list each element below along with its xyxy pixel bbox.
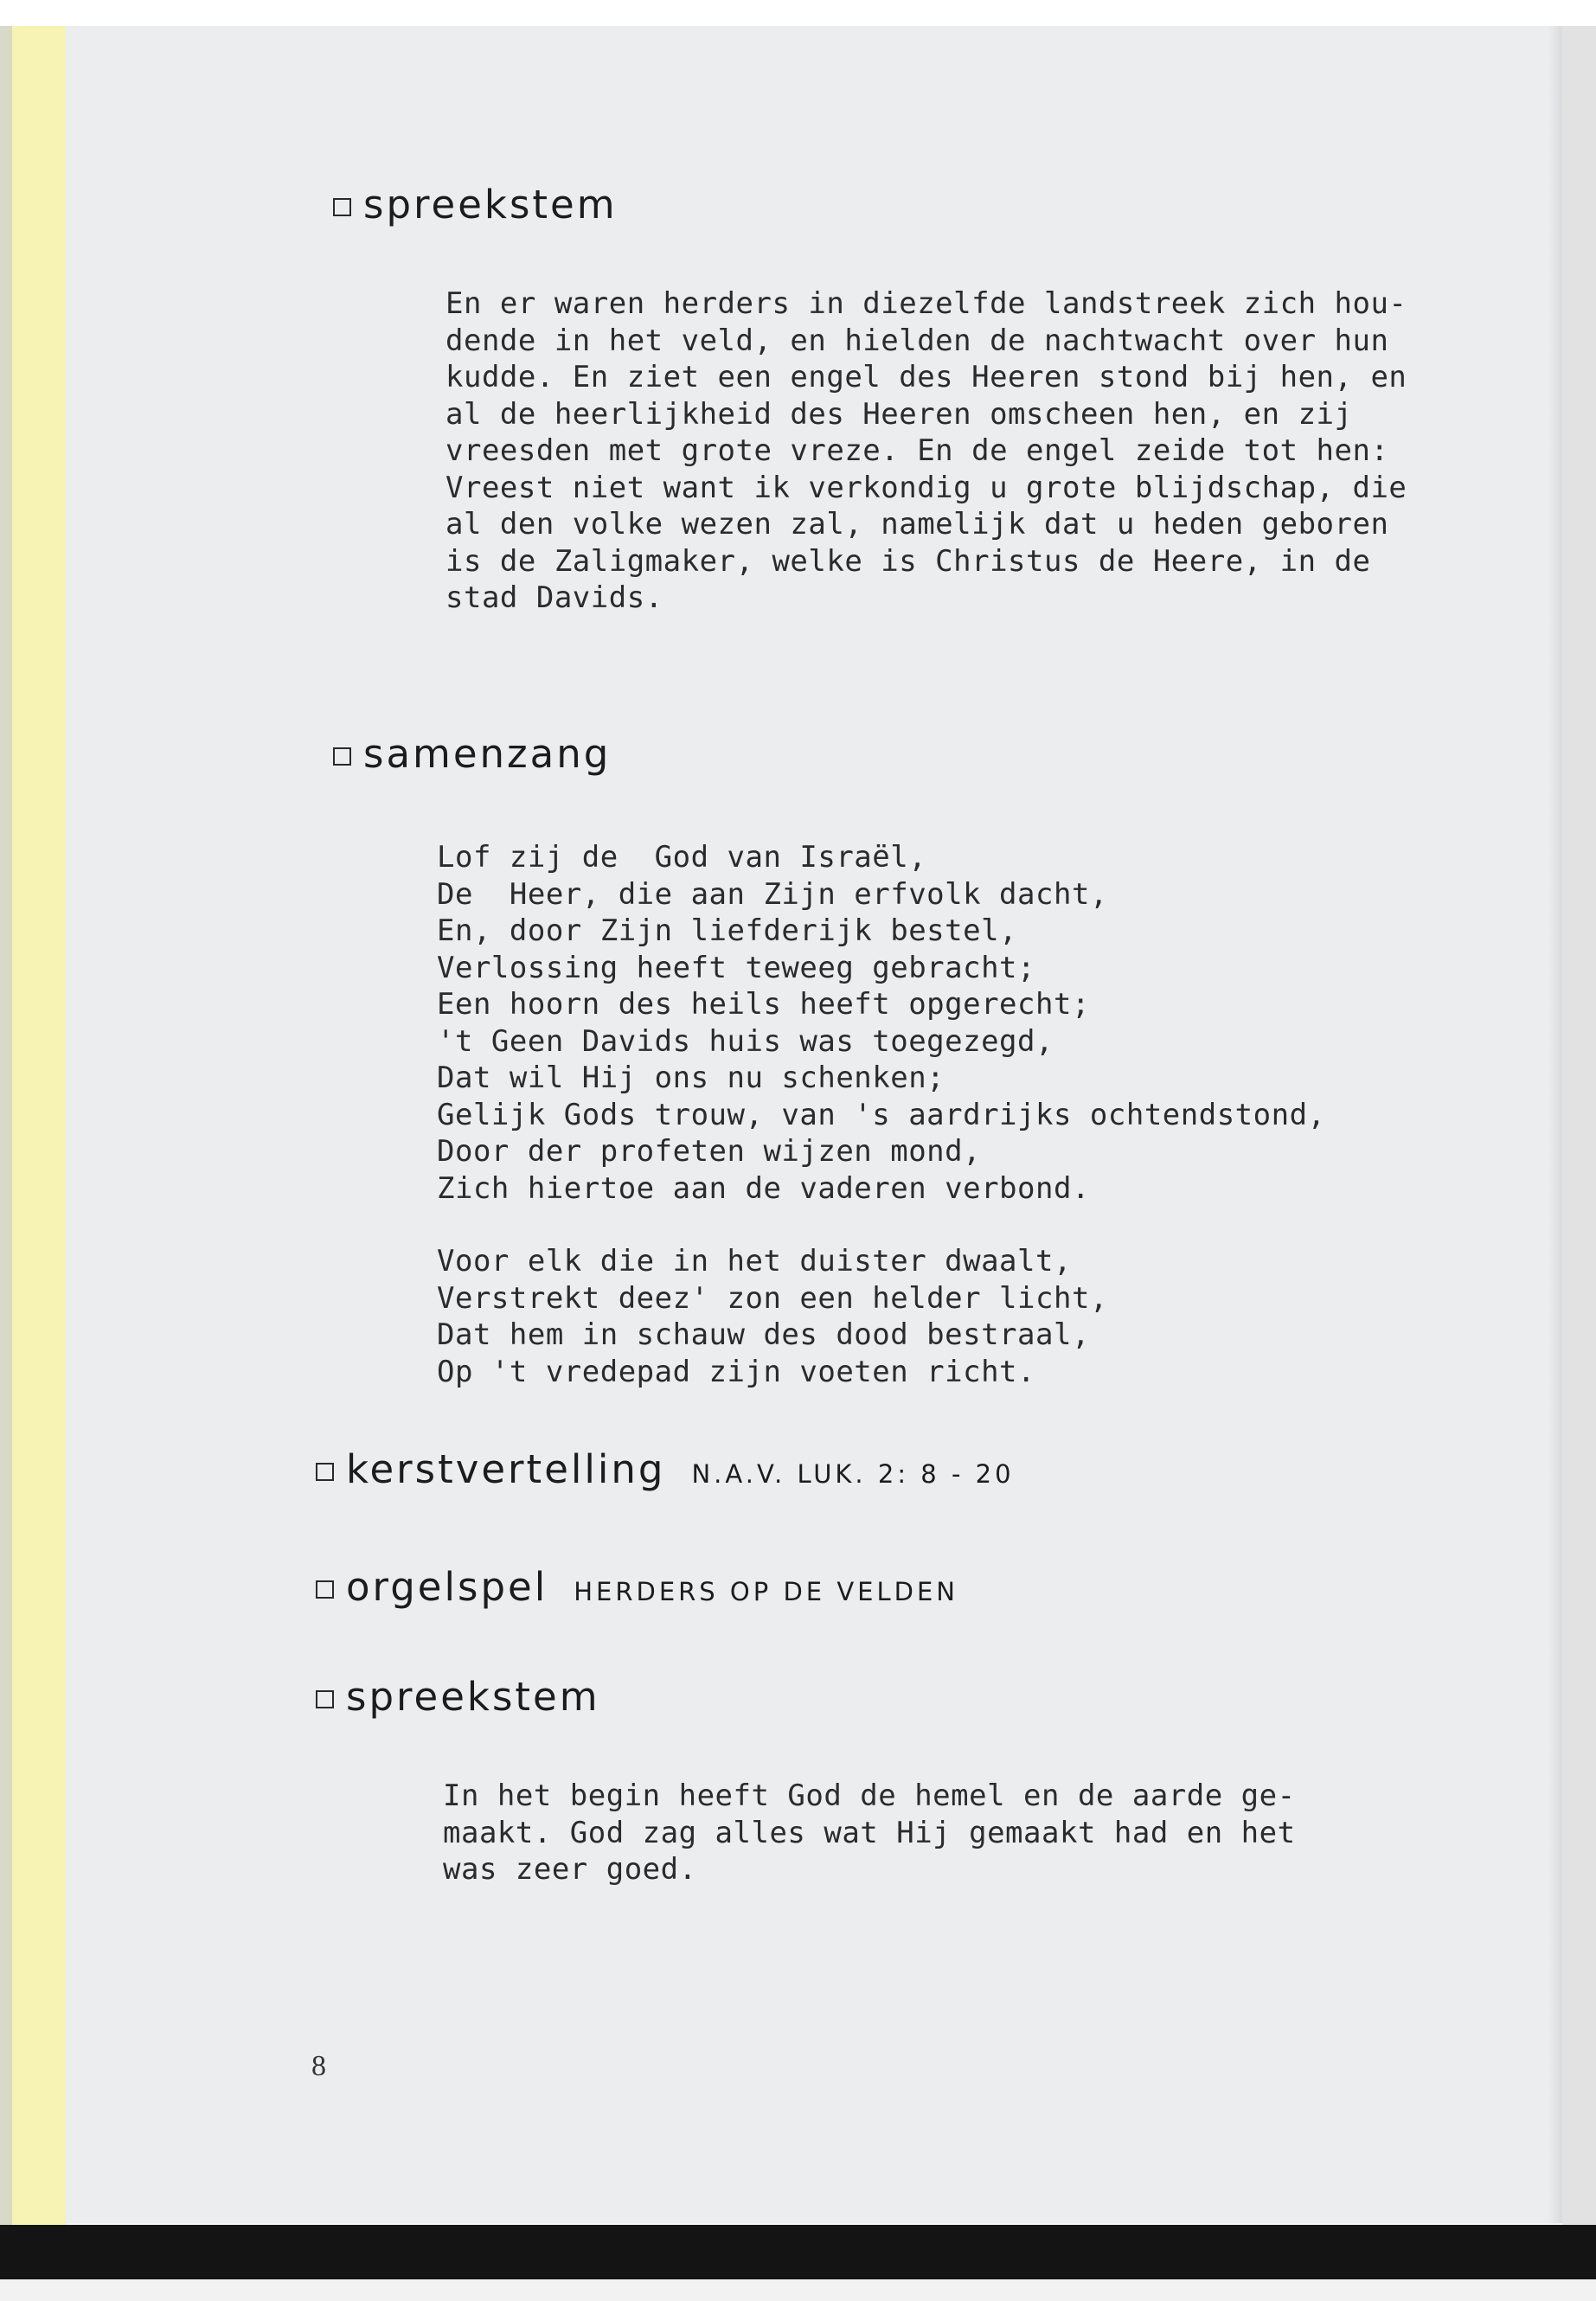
checkbox-icon [333,747,351,766]
verse-line: Dat wil Hij ons nu schenken; [437,1061,945,1095]
page-shadow [1548,26,1562,2223]
text-line: In het begin heeft God de hemel en de aarde ge- [443,1779,1296,1813]
text-line: was zeer goed. [443,1852,697,1887]
text-line: dende in het veld, en hielden de nachtwacht over hun [445,323,1389,358]
text-line: maakt. God zag alles wat Hij gemaakt had en het [443,1815,1296,1850]
verse-line: Op 't vredepad zijn voeten richt. [437,1354,1036,1389]
verse-line: Voor elk die in het duister dwaalt, [437,1244,1072,1279]
reading-text-1 [445,285,1407,617]
verse-line: Lof zij de God van Israël, [437,840,927,875]
song-verse-2 [437,1243,1108,1390]
section-subtitle: N.A.V. LUK. 2: 8 - 20 [691,1459,1015,1489]
verse-line: Verlossing heeft teweeg gebracht; [437,950,1036,985]
section-heading-spreekstem-1 [333,182,618,228]
checkbox-icon [333,198,351,216]
checkbox-icon [316,1580,334,1599]
checkbox-icon [316,1463,334,1481]
verse-line: En, door Zijn liefderijk bestel, [437,913,1018,948]
text-line: kudde. En ziet een engel des Heeren stond bij hen, en [445,360,1407,394]
section-title: samenzang [363,731,612,777]
book-spine-edge [0,26,12,2227]
section-title: spreekstem [363,182,618,228]
verse-line: De Heer, die aan Zijn erfvolk dacht, [437,876,1108,912]
text-line: al den volke wezen zal, namelijk dat u heden geboren [445,507,1389,542]
section-title: kerstvertelling [346,1446,666,1492]
verse-line: Gelijk Gods trouw, van 's aardrijks ochtendstond, [437,1097,1326,1132]
section-title: spreekstem [346,1674,600,1720]
section-title: orgelspel [346,1564,548,1610]
verse-line: Een hoorn des heils heeft opgerecht; [437,987,1090,1022]
scan-top-strip [0,0,1596,26]
section-subtitle: HERDERS OP DE VELDEN [574,1577,958,1606]
reading-text-2 [443,1778,1296,1888]
section-heading-spreekstem-2 [316,1674,600,1720]
song-verse-1 [437,839,1326,1207]
text-line: al de heerlijkheid des Heeren omscheen hen, en zij [445,396,1353,432]
section-heading-kerstvertelling [316,1446,1015,1492]
text-line: is de Zaligmaker, welke is Christus de Heere, in de [445,543,1371,579]
scan-bottom-margin [0,2279,1596,2301]
checkbox-icon [316,1690,334,1708]
section-heading-samenzang [333,731,611,777]
text-line: Vreest niet want ik verkondig u grote blijdschap, die [445,470,1407,505]
page-right-edge [1562,26,1596,2227]
text-line: stad Davids. [445,580,663,615]
verse-line: Zich hiertoe aan de vaderen verbond. [437,1170,1090,1206]
page-number: 8 [311,2050,326,2082]
section-heading-orgelspel [316,1564,958,1610]
text-line: En er waren herders in diezelfde landstreek zich hou- [445,286,1407,321]
text-line: vreesden met grote vreze. En de engel zeide tot hen: [445,433,1389,468]
verse-line: Dat hem in schauw des dood bestraal, [437,1317,1090,1352]
verse-line: Door der profeten wijzen mond, [437,1134,982,1169]
cover-edge [12,26,66,2227]
verse-line: 't Geen Davids huis was toegezegd, [437,1023,1054,1059]
verse-line: Verstrekt deez' zon een helder licht, [437,1280,1108,1316]
